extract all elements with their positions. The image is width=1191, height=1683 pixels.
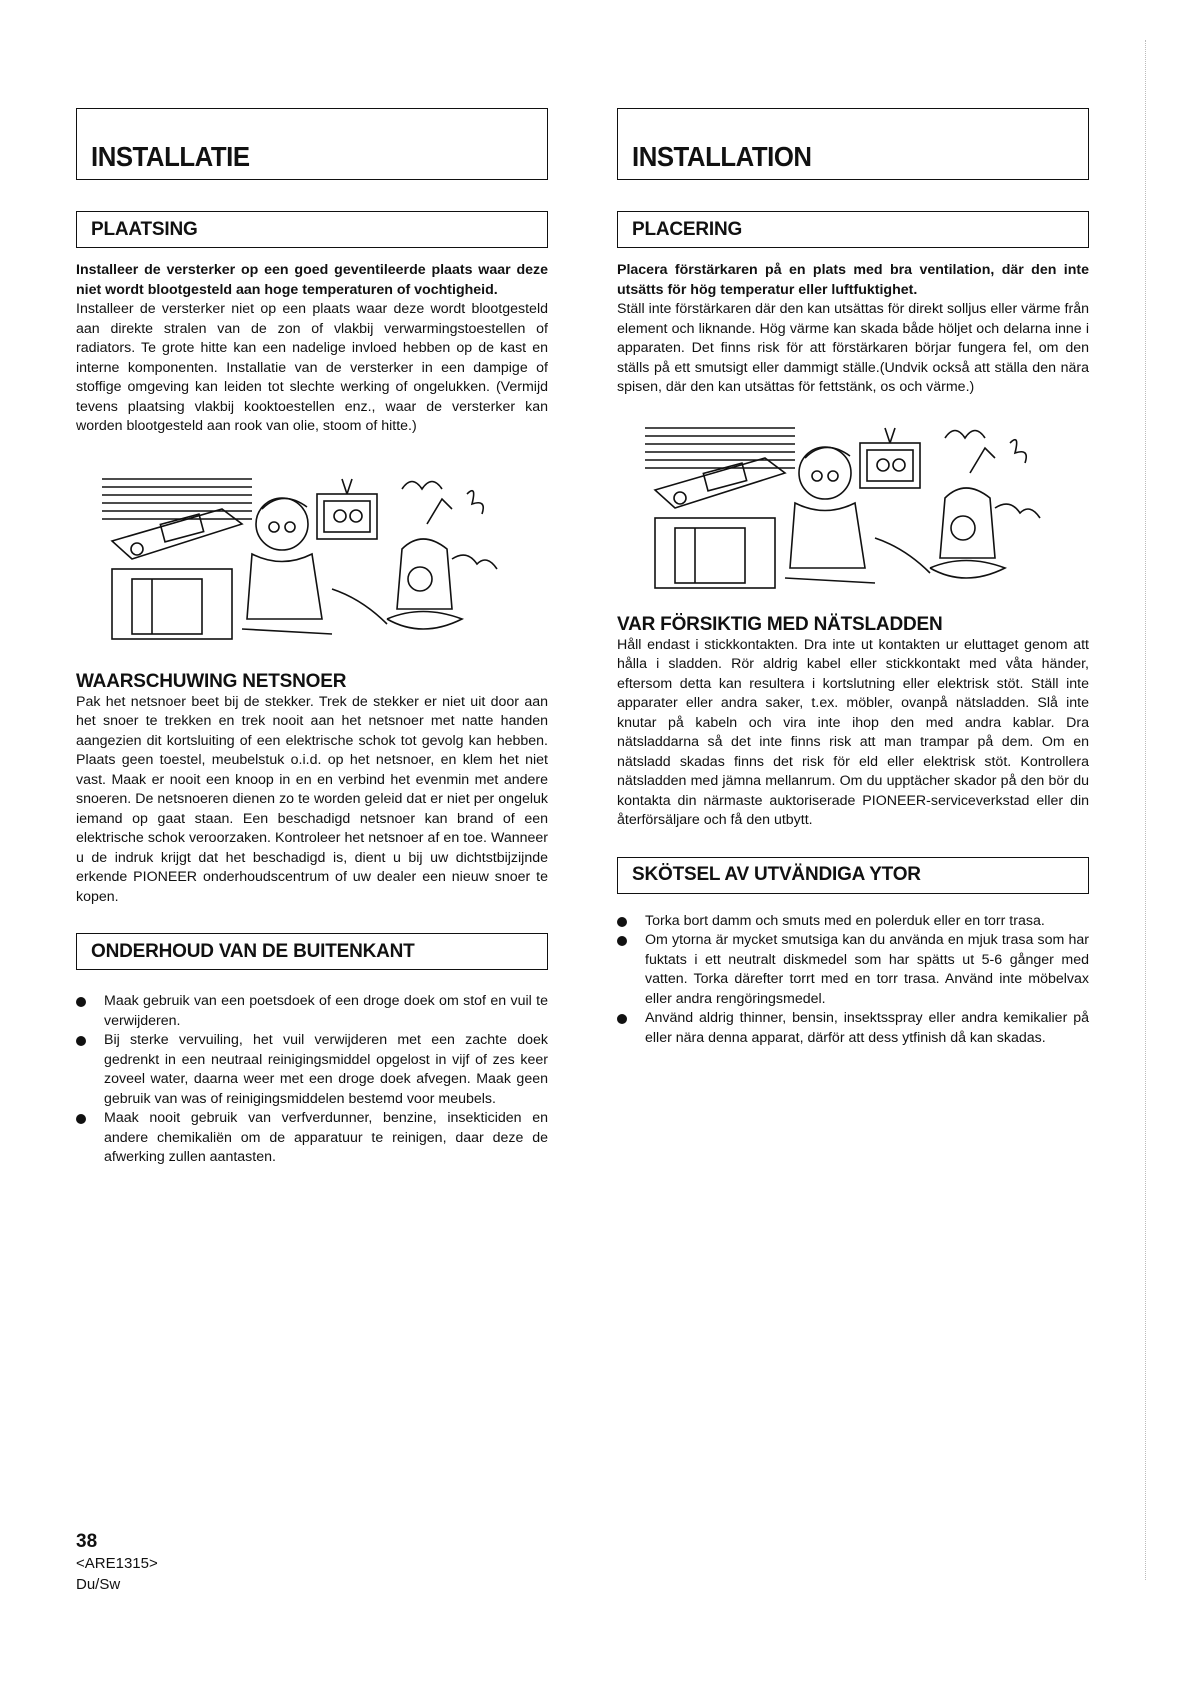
title-box bbox=[76, 108, 548, 180]
bullet-icon bbox=[76, 1036, 86, 1046]
section-heading-box bbox=[617, 211, 1089, 248]
list-item-text: Maak gebruik van een poetsdoek of een droge doek om stof en vuil te verwijderen. bbox=[104, 993, 548, 1029]
warning-heading: WAARSCHUWING NETSNOER bbox=[76, 670, 347, 692]
warning-text: Pak het netsnoer beet bij de stekker. Trek de stekker er niet uit door aan het snoer te trekken en trek nooit aan het netsnoer met natte handen aangezien dit kortsluiting of een elektrische schok tot gevolg kan hebben. Plaats geen toestel, meubelstuk o.i.d. op het netsnoer, en klem het niet vast. Maak er nooit een knoop in en en verbind het evenmin met andere snoeren. De netsnoeren dienen zo te worden geleid dat er niet per ongeluk iemand op gaat staan. Een beschadigd netsnoer kan brand of een elektrische schok veroorzaken. Kontroleer het netsnoer af en toe. Wanneer u de indruk krijgt dat het beschadigd is, dient u bij uw dichtstbijzijnde erkende PIONEER onderhoudscentrum of uw dealer een nieuw snoer te kopen. bbox=[76, 693, 548, 905]
body-text: Ställ inte förstärkaren där den kan utsättas för direkt solljus eller värme från element och liknande. Hög värme kan skada både höljet och delarna inne i apparaten. Det finns risk för att förstärkaren börjar fungera fel, om den ställs på ett smutsigt eller dammigt ställe.(Undvik också att ställa den nära spisen, där den kan utsättas för fettstänk, os och värme.) bbox=[617, 301, 1089, 395]
intro-text: Installeer de versterker op een goed geventileerde plaats waar deze niet wordt blootgesteld aan hoge temperaturen of vochtigheid. bbox=[76, 262, 548, 298]
list-item-text: Maak nooit gebruik van verfverdunner, benzine, insekticiden en andere chemikaliën om de apparatuur te reinigen, daar deze de afwerking zullen aantasten. bbox=[104, 1110, 548, 1165]
list-item bbox=[76, 992, 548, 1031]
section-heading-box bbox=[76, 933, 548, 970]
page-title: INSTALLATION bbox=[632, 141, 812, 172]
list-item-text: Använd aldrig thinner, bensin, insektsspray eller andra kemikalier på eller nära denna apparat, därför att dess ytfinish då kan skadas. bbox=[645, 1010, 1089, 1046]
warning-text: Håll endast i stickkontakten. Dra inte ut kontakten ur eluttaget genom att hålla i sladden. Rör aldrig kabel eller stickkontakt med våta händer, eftersom detta kan resultera i kortslutning eller elektrisk stöt. Ställ inte apparater eller andra saker, t.ex. möbler, ovanpå nätsladden. Slå inte knutar på kabeln och vira inte ihop den med andra kablar. Dra nätsladdarna så det inte finns risk att man trampar på dem. Om en nätsladd skadas finns det risk för eld eller elektrisk stöt. Kontrollera nätsladden med jämna mellanrum. Om du upptächer skador på den bör du kontakta din närmaste auktoriserade PIONEER-serviceverkstad eller din återförsäljare och få den utbytt. bbox=[617, 636, 1089, 828]
bullet-icon bbox=[76, 997, 86, 1007]
list-item bbox=[76, 1109, 548, 1168]
bullet-icon bbox=[617, 936, 627, 946]
warning-heading: VAR FÖRSIKTIG MED NÄTSLADDEN bbox=[617, 613, 943, 635]
intro-text: Placera förstärkaren på en plats med bra ventilation, där den inte utsätts för hög temperatur eller luftfuktighet. bbox=[617, 262, 1089, 298]
care-list bbox=[617, 912, 1089, 1049]
document-code: <ARE1315> bbox=[76, 1555, 158, 1572]
page-footer bbox=[76, 1531, 158, 1595]
list-item-text: Bij sterke vervuiling, het vuil verwijderen met een zachte doek gedrenkt in een neutraal reinigingsmiddel opgelost in vijf of zes keer zoveel water, daarna weer met een droge doek afvegen. Maak geen gebruik van was of reinigingsmiddelen bestemd voor meubels. bbox=[104, 1032, 548, 1107]
section-heading: PLACERING bbox=[632, 218, 743, 240]
swedish-column bbox=[617, 108, 1089, 1048]
section-heading: SKÖTSEL AV UTVÄNDIGA YTOR bbox=[632, 864, 921, 885]
page-title: INSTALLATIE bbox=[91, 141, 250, 172]
bullet-icon bbox=[76, 1114, 86, 1124]
section-heading-box bbox=[76, 211, 548, 248]
care-list bbox=[76, 992, 548, 1168]
margin-dotted-line bbox=[1145, 40, 1146, 1580]
language-code: Du/Sw bbox=[76, 1576, 121, 1593]
section-heading: ONDERHOUD VAN DE BUITENKANT bbox=[91, 940, 415, 962]
list-item bbox=[617, 1009, 1089, 1048]
placement-illustration bbox=[645, 418, 1045, 596]
placement-illustration bbox=[102, 469, 502, 647]
bullet-icon bbox=[617, 1014, 627, 1024]
page-number: 38 bbox=[76, 1531, 98, 1552]
section-heading-box bbox=[617, 857, 1089, 894]
list-item bbox=[617, 912, 1089, 932]
section-heading: PLAATSING bbox=[91, 218, 198, 240]
title-box bbox=[617, 108, 1089, 180]
dutch-column bbox=[76, 108, 548, 1168]
list-item bbox=[76, 1031, 548, 1109]
list-item-text: Torka bort damm och smuts med en polerduk eller en torr trasa. bbox=[645, 912, 1045, 929]
list-item bbox=[617, 931, 1089, 1009]
body-text: Installeer de versterker niet op een plaats waar deze wordt blootgesteld aan direkte stralen van de zon of vlakbij verwarmingstoestellen of radiators. Te grote hitte kan een nadelige invloed hebben op de kast en interne komponenten. Installatie van de versterker in een dampige of stoffige omgeving kan leiden tot slechte werking of ongelukken. (Vermijd tevens plaatsing vlakbij kooktoestellen enz., waar de versterker kan worden blootgesteld aan rook van olie, stoom of hitte.) bbox=[76, 301, 548, 434]
list-item-text: Om ytorna är mycket smutsiga kan du använda en mjuk trasa som har fuktats i ett neutralt diskmedel som har spätts ut 5-6 gånger med vatten. Torka därefter torrt med en torr trasa. Använd inte möbelvax eller andra rengöringsmedel. bbox=[645, 932, 1089, 1007]
bullet-icon bbox=[617, 917, 627, 927]
